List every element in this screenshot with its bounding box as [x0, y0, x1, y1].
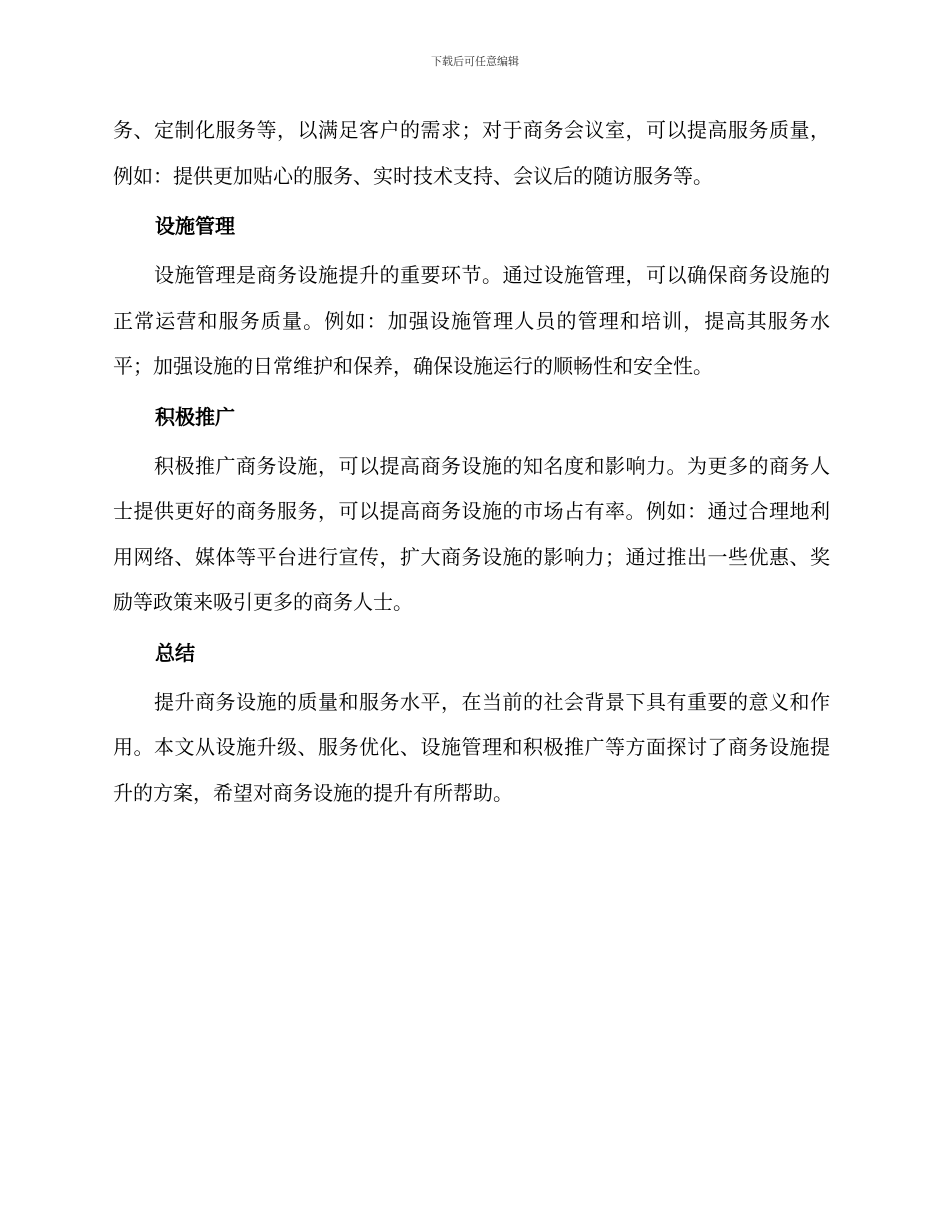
section-body-summary: 提升商务设施的质量和服务水平，在当前的社会背景下具有重要的意义和作用。本文从设施升级、服务优化、设施管理和积极推广等方面探讨了商务设施提升的方案，希望对商务设施的提升有所帮助。 [113, 689, 830, 805]
intro-paragraph: 务、定制化服务等，以满足客户的需求；对于商务会议室，可以提高服务质量，例如：提供更加贴心的服务、实时技术支持、会议后的随访服务等。 [113, 118, 830, 188]
section-body-facility-management: 设施管理是商务设施提升的重要环节。通过设施管理，可以确保商务设施的正常运营和服务质量。例如：加强设施管理人员的管理和培训，提高其服务水平；加强设施的日常维护和保养，确保设施运行的顺畅性和安全性。 [113, 263, 830, 378]
page-header-note: 下载后可任意编辑 [431, 55, 519, 68]
section-heading-summary: 总结 [155, 640, 195, 665]
document-body [113, 108, 830, 816]
section-heading-active-promotion: 积极推广 [155, 404, 235, 429]
section-body-active-promotion: 积极推广商务设施，可以提高商务设施的知名度和影响力。为更多的商务人士提供更好的商务服务，可以提高商务设施的市场占有率。例如：通过合理地利用网络、媒体等平台进行宣传，扩大商务设施的影响力；通过推出一些优惠、奖励等政策来吸引更多的商务人士。 [113, 453, 830, 614]
section-heading-facility-management: 设施管理 [155, 214, 235, 238]
